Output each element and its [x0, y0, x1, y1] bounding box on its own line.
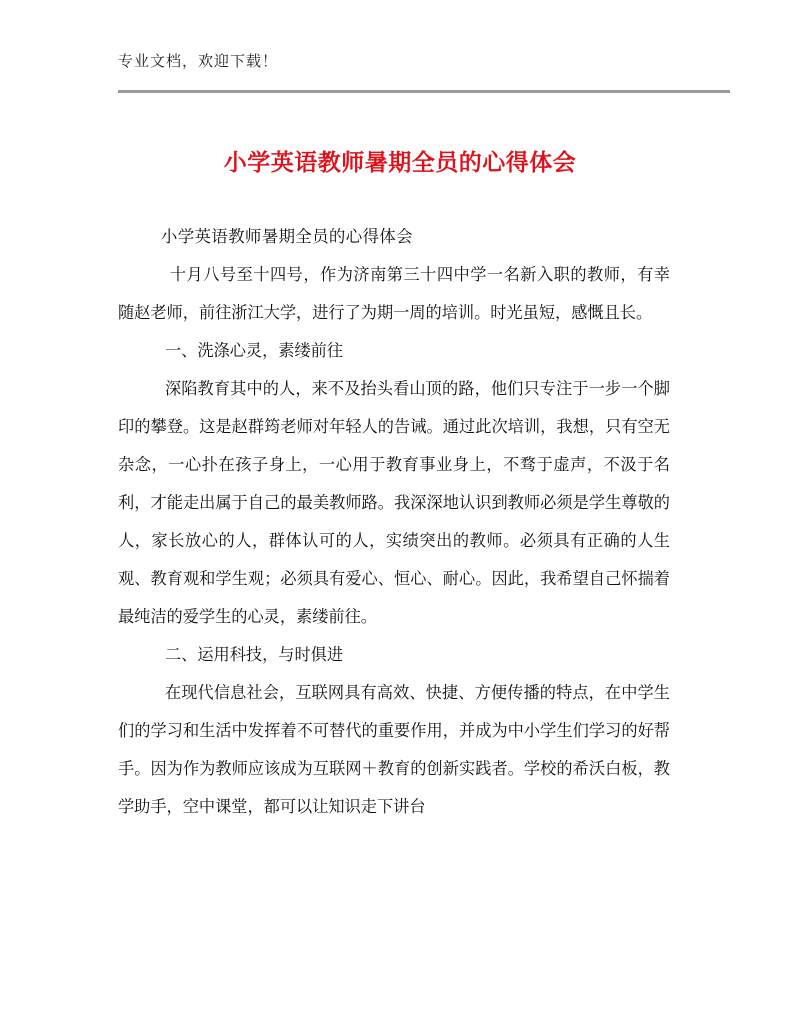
document-subtitle: 小学英语教师暑期全员的心得体会 — [160, 227, 413, 246]
header-divider — [118, 90, 730, 93]
section-heading-2: 二、运用科技，与时俱进 — [164, 645, 344, 664]
paragraph-section-2: 在现代信息社会，互联网具有高效、快捷、方便传播的特点，在中学生们的学习和生活中发挥着不可替代的重要作用，并成为中小学生们学习的好帮手。因为作为教师应该成为互联网＋教育的创新实践者。学校的希沃白板，教学助手，空中课堂，都可以让知识走下讲台 — [118, 683, 670, 816]
header-note: 专业文档，欢迎下载！ — [118, 52, 279, 70]
section-heading-1: 一、洗涤心灵，素缕前往 — [164, 341, 344, 360]
document-body — [118, 218, 670, 826]
document-title: 小学英语教师暑期全员的心得体会 — [223, 150, 577, 176]
paragraph-section-1: 深陷教育其中的人，来不及抬头看山顶的路，他们只专注于一步一个脚印的攀登。这是赵群筠老师对年轻人的告诫。通过此次培训，我想，只有空无杂念，一心扑在孩子身上，一心用于教育事业身上，不骛于虚声，不汲于名利，才能走出属于自己的最美教师路。我深深地认识到教师必须是学生尊敬的人，家长放心的人，群体认可的人，实绩突出的教师。必须具有正确的人生观、教育观和学生观；必须具有爱心、恒心、耐心。因此，我希望自己怀揣着最纯洁的爱学生的心灵，素缕前往。 — [118, 379, 670, 626]
paragraph-intro: 十月八号至十四号，作为济南第三十四中学一名新入职的教师，有幸随赵老师，前往浙江大学，进行了为期一周的培训。时光虽短，感慨且长。 — [118, 265, 670, 322]
